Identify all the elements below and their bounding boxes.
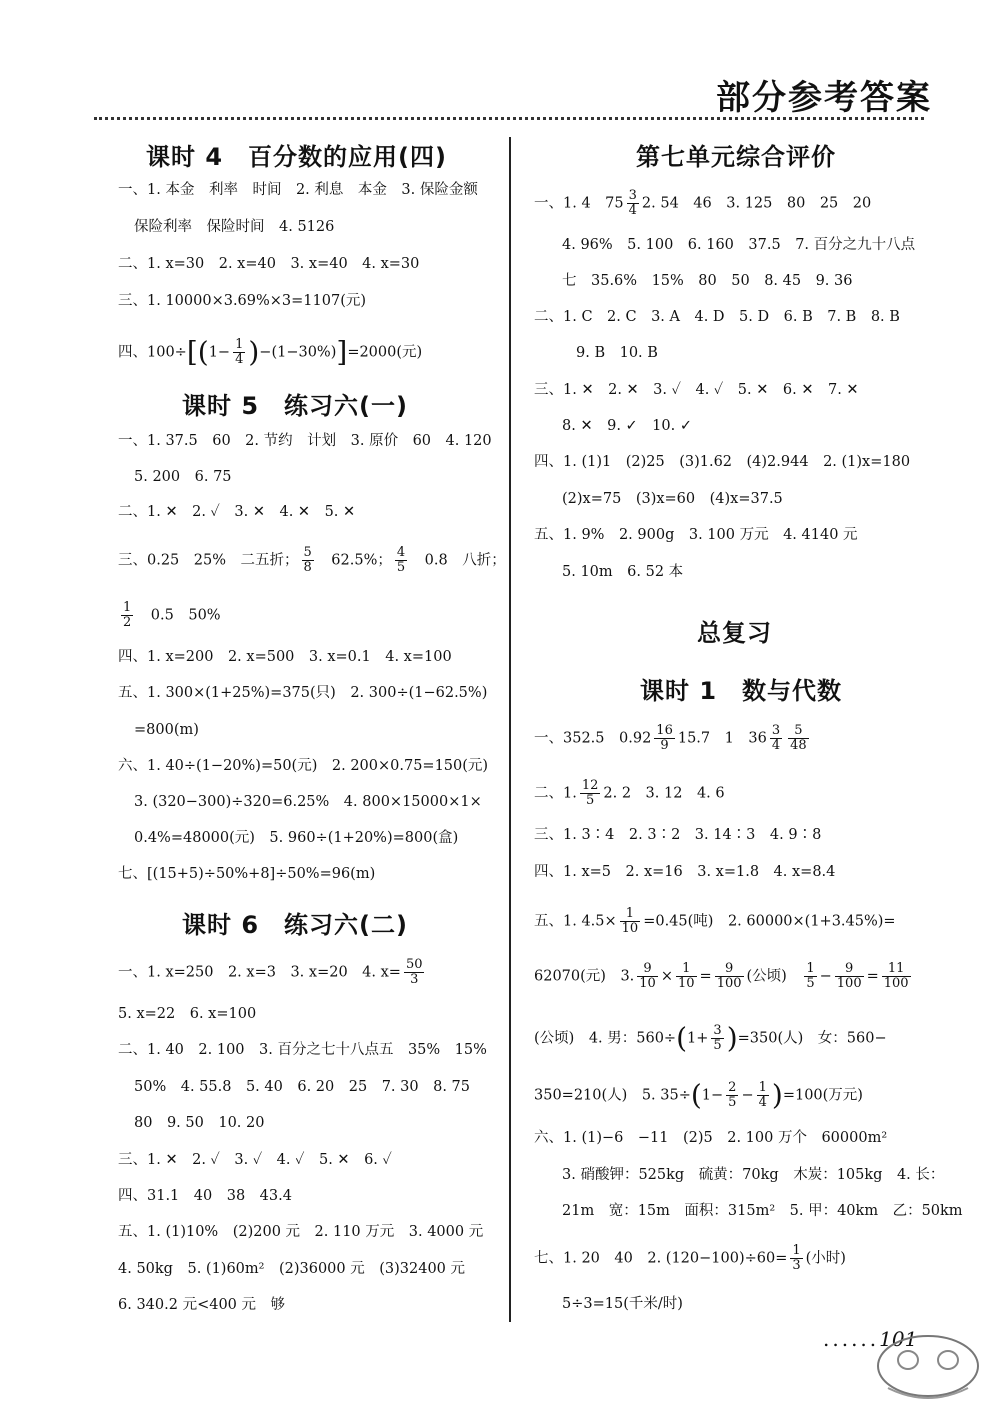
answer-line: (2)x=75 (3)x=60 (4)x=37.5 (562, 491, 783, 507)
fraction: $\frac{16}{9}$ (656, 723, 673, 753)
fraction: $\frac{1}{4}$ (235, 337, 244, 367)
fraction: $\frac{1}{5}$ (806, 961, 815, 991)
answer-line: 二、1. 40 2. 100 3. 百分之七十八点五 35% 15% (118, 1042, 487, 1058)
answer-line: 六、1. (1)−6 −11 (2)5 2. 100 万个 60000m² (534, 1130, 888, 1146)
answer-line: 七、[(15+5)÷50%+8]÷50%=96(m) (118, 866, 376, 882)
answer-line: 三、1. 3∶4 2. 3∶2 3. 14∶3 4. 9∶8 (534, 827, 822, 843)
section-title: 课时 6 练习六(二) (182, 911, 408, 939)
answer-line: 一、1. 本金 利率 时间 2. 利息 本金 3. 保险金额 (118, 182, 478, 198)
answer-line: 3. 硝酸钾：525kg 硫黄：70kg 木炭：105kg 4. 长： (562, 1167, 945, 1183)
fraction: $\frac{1}{10}$ (677, 961, 695, 991)
answer-line: 5÷3=15(千米/时) (562, 1296, 683, 1312)
answer-line: 三、1. ✕ 2. ✕ 3. ✓ 4. ✓ 5. ✕ 6. ✕ 7. ✕ (534, 382, 859, 398)
fraction: $\frac{9}{100}$ (716, 961, 742, 991)
watermark-logo (868, 1318, 988, 1402)
answer-line: 62070(元) 3. $\frac{9}{10}$ × $\frac{1}{10}$ = $\frac{9}{100}$ (公顷) $\frac{1}{5}$ − $\frac{9}{100}$ = $\frac{11}{100}$ (534, 961, 909, 991)
answer-line: 5. 200 6. 75 (134, 469, 232, 485)
dotted-divider (94, 117, 924, 120)
answer-line: 50% 4. 55.8 5. 40 6. 20 25 7. 30 8. 75 (134, 1079, 470, 1095)
answer-line: 一、352.5 0.92 $\frac{16}{9}$ 15.7 1 36 $\frac{3}{4}$ $\frac{5}{48}$ (534, 723, 807, 753)
fraction: $\frac{12}{5}$ (581, 778, 599, 808)
answer-line: =800(m) (134, 722, 199, 738)
fraction: $\frac{3}{5}$ (713, 1023, 722, 1053)
fraction: $\frac{5}{48}$ (790, 723, 807, 753)
section-title: 课时 1 数与代数 (640, 677, 843, 705)
answer-line: 四、1. x=200 2. x=500 3. x=0.1 4. x=100 (118, 649, 452, 665)
answer-line: 9. B 10. B (576, 345, 658, 361)
answer-line: 一、1. 37.5 60 2. 节约 计划 3. 原价 60 4. 120 (118, 433, 492, 449)
section-title: 课时 4 百分数的应用(四) (146, 143, 447, 171)
answer-line: 七 35.6% 15% 80 50 8. 45 9. 36 (562, 273, 853, 289)
answer-line: 三、0.25 25% 二五折； $\frac{5}{8}$ 62.5%； $\frac{4}{5}$ 0.8 八折； (118, 545, 506, 575)
answer-line: 四、100÷[(1− $\frac{1}{4}$ )−(1−30%)]=2000(元) (118, 335, 423, 369)
fraction: $\frac{1}{10}$ (621, 906, 639, 936)
answer-line: 4. 96% 5. 100 6. 160 37.5 7. 百分之九十八点 (562, 237, 916, 253)
answer-line: 三、1. 10000×3.69%×3=1107(元) (118, 293, 367, 309)
fraction: $\frac{1}{4}$ (758, 1080, 767, 1110)
fraction: $\frac{4}{5}$ (396, 545, 406, 575)
answer-line: $\frac{1}{2}$ 0.5 50% (123, 600, 221, 630)
answer-line: 一、1. x=250 2. x=3 3. x=20 4. x= $\frac{50}{3}$ (118, 957, 423, 987)
answer-line: 七、1. 20 40 2. (120−100)÷60= $\frac{1}{3}$ (小时) (534, 1243, 846, 1273)
answer-line: 五、1. (1)10% (2)200 元 2. 110 万元 3. 4000 元 (118, 1224, 484, 1240)
answer-line: 二、1. ✕ 2. ✓ 3. ✕ 4. ✕ 5. ✕ (118, 504, 356, 520)
answer-line: 五、1. 9% 2. 900g 3. 100 万元 4. 4140 元 (534, 527, 858, 543)
answer-line: 8. ✕ 9. ✓ 10. ✓ (562, 418, 693, 434)
answer-line: 6. 340.2 元<400 元 够 (118, 1297, 285, 1313)
section-title: 课时 5 练习六(一) (182, 392, 408, 420)
fraction: $\frac{9}{100}$ (836, 961, 862, 991)
fraction: $\frac{5}{8}$ (303, 545, 312, 575)
page-header: 部分参考答案 (716, 78, 932, 118)
answer-line: 二、1. C 2. C 3. A 4. D 5. D 6. B 7. B 8. B (534, 309, 900, 325)
answer-line: 80 9. 50 10. 20 (134, 1115, 265, 1131)
fraction: $\frac{1}{2}$ (123, 600, 132, 630)
answer-line: 5. x=22 6. x=100 (118, 1006, 257, 1022)
fraction: $\frac{9}{10}$ (639, 961, 656, 991)
column-divider (509, 137, 511, 1322)
fraction: $\frac{3}{4}$ (771, 723, 781, 753)
answer-line: 三、1. ✕ 2. ✓ 3. ✓ 4. ✓ 5. ✕ 6. ✓ (118, 1152, 392, 1168)
fraction: $\frac{3}{4}$ (628, 188, 637, 218)
answer-line: 21m 宽：15m 面积：315m² 5. 甲：40km 乙：50km (562, 1203, 963, 1219)
answer-line: 五、1. 4.5× $\frac{1}{10}$ =0.45(吨) 2. 60000×(1+3.45%)= (534, 906, 896, 936)
answer-line: (公顷) 4. 男：560÷(1+ $\frac{3}{5}$ )=350(人) 女：560− (534, 1021, 887, 1055)
answer-line: 二、1. $\frac{12}{5}$ 2. 2 3. 12 4. 6 (534, 778, 725, 808)
section-title: 总复习 (697, 619, 772, 647)
answer-line: 3. (320−300)÷320=6.25% 4. 800×15000×1× (134, 794, 482, 810)
answer-line: 二、1. x=30 2. x=40 3. x=40 4. x=30 (118, 256, 420, 272)
answer-line: 四、31.1 40 38 43.4 (118, 1188, 292, 1204)
answer-line: 四、1. (1)1 (2)25 (3)1.62 (4)2.944 2. (1)x=180 (534, 454, 911, 470)
answer-line: 六、1. 40÷(1−20%)=50(元) 2. 200×0.75=150(元) (118, 758, 489, 774)
fraction: $\frac{11}{100}$ (883, 961, 909, 991)
answer-line: 四、1. x=5 2. x=16 3. x=1.8 4. x=8.4 (534, 864, 836, 880)
fraction: $\frac{2}{5}$ (728, 1080, 737, 1110)
answer-line: 0.4%=48000(元) 5. 960÷(1+20%)=800(盒) (134, 830, 459, 846)
answer-line: 5. 10m 6. 52 本 (562, 564, 684, 580)
answer-line: 一、1. 4 75 $\frac{3}{4}$ 2. 54 46 3. 125 80 25 20 (534, 188, 872, 218)
fraction: $\frac{50}{3}$ (405, 957, 423, 987)
answer-line: 350=210(人) 5. 35÷(1− $\frac{2}{5}$ − $\frac{1}{4}$ )=100(万元) (534, 1078, 863, 1112)
fraction: $\frac{1}{3}$ (792, 1243, 801, 1273)
section-title: 第七单元综合评价 (636, 143, 836, 171)
answer-line: 保险利率 保险时间 4. 5126 (134, 219, 335, 235)
page-number: ......101 (823, 1327, 918, 1351)
answer-line: 4. 50kg 5. (1)60m² (2)36000 元 (3)32400 元 (118, 1261, 466, 1277)
answer-line: 五、1. 300×(1+25%)=375(只) 2. 300÷(1−62.5%) (118, 685, 488, 701)
